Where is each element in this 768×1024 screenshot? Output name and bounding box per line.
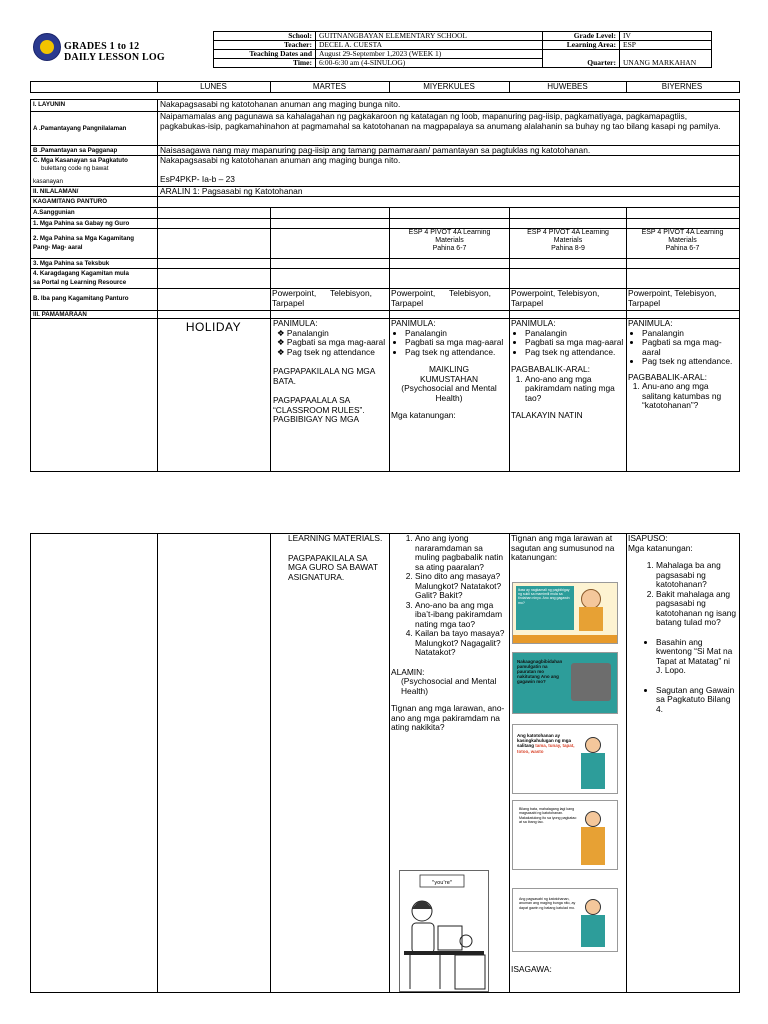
row-label-pagganap: B .Pamantayan sa Pagganap	[33, 147, 118, 154]
row-label-layunin: I. LAYUNIN	[33, 101, 66, 108]
time-label: Time:	[214, 59, 316, 68]
monday-holiday: HOLIDAY	[185, 320, 242, 334]
list-item: 1. Anu-ano ang mga salitang katumbas ng “katotohanan”?	[642, 382, 737, 411]
wednesday-continued: 1. Ano ang iyong nararamdaman sa muling pagbabalik natin sa ating paaralan? 2. Sino dito ang masaya? Malungkot? Natatakot? Galit? Bakit? 3. Ano-ano ba ang mga iba’t-ibang pakiramdam nating mga tao? 4. Kailan ba tayo masaya? Malungkot? Nagagalit? Natatakot? ALAMIN: (Psychosocial and Mental Health) Tignan ang mga larawan, ano-ano ang mga pakiramdam na ating nakikita?	[391, 534, 507, 990]
row-label-kasanayan: C. Mga Kasanayan sa Pagkatuto	[33, 157, 128, 164]
kagamitang-wed: ESP 4 PIVOT 4A Learning Materials Pahina 6-7	[408, 229, 491, 252]
wednesday-tignan: Tignan ang mga larawan, ano-ano ang mga pakiramdam na ating nakikita?	[391, 703, 505, 732]
iba-pang-wed: Powerpoint, Telebisyon, Tarpapel	[391, 289, 491, 308]
thursday-isagawa: ISAGAWA:	[511, 965, 552, 974]
svg-text:"you're": "you're"	[431, 880, 453, 886]
kasanayan-code: EsP4PKP- Ia-b – 23	[160, 175, 235, 184]
day-header-tue: MARTES	[312, 82, 347, 91]
wednesday-alamin: ALAMIN:	[391, 666, 425, 677]
list-item: • Pagbati sa mga mag-aaral	[525, 338, 625, 348]
deped-seal-logo	[33, 33, 61, 61]
thursday-slide-5: Ang pagsasabi ng katotohanan, anuman ang maging bunga nito, ay dapat gawin ng batang katulad mo.	[512, 888, 618, 952]
thursday-tignan: Tignan ang mga larawan at sagutan ang sumusunod na katanungan:	[511, 534, 615, 562]
list-item: • Pag tsek ng attendance.	[525, 348, 625, 358]
row-label-gabay: 1. Mga Pahina sa Gabay ng Guro	[33, 220, 130, 227]
list-item: ❖ Pagbati sa mga mag-aaral	[277, 337, 386, 347]
list-item: • Basahin ang kwentong “Si Mat na Tapat at Matatag” ni J. Lopo.	[656, 638, 737, 676]
header-info-table	[213, 31, 712, 68]
day-header-wed: MIYERKULES	[423, 82, 475, 91]
list-item: • Pagbati sa mga mag-aaral	[405, 338, 507, 348]
tuesday-panimula: PANIMULA: ❖ Panalangin ❖ Pagbati sa mga mag-aaral ❖ Pag tsek ng attendance PAGPAPAKILALA NG MGA BATA. PAGPAPAALALA SA “CLASSROOM RULES”. PAGBIBIGAY NG MGA	[273, 319, 386, 424]
iba-pang-thu: Powerpoint, Telebisyon, Tarpapel	[511, 289, 600, 308]
row-label-pamamaraan: III. PAMAMARAAN	[33, 311, 87, 318]
tuesday-learning-materials: LEARNING MATERIALS.	[288, 534, 383, 543]
area-value: ESP	[620, 41, 712, 50]
list-item: 1. Ano-ano ang mga pakiramdam nating mga tao?	[525, 375, 625, 404]
thursday-slide-1: Ikaw ay nagkamali ng pagbibigay ng sukli sa mamimili mula sa tindahan ninyo. Ano ang gagawin mo?	[512, 582, 618, 644]
list-item: • Pagbati sa mga mag-aaral	[642, 338, 737, 357]
school-value: GUITNANGBAYAN ELEMENTARY SCHOOL	[316, 32, 543, 41]
pangnilalaman-text: Naipamamalas ang pagunawa sa kahalagahan ng pagkakaroon ng katatagan ng loob, mapanuring pag-iisip, pagkamatiyaga, pagkamapagtiis, pagkabukas-isip, pagkamahinahon at pagmamahal sa katotohanan na magpapalaya sa anumang alalahanin sa buhay ng tao bilang kasapi ng pamilya.	[160, 112, 721, 131]
row-label-teksbuk: 3. Mga Pahina sa Teksbuk	[33, 260, 110, 267]
list-item: 3. Ano-ano ba ang mga iba’t-ibang pakiramdam nating mga tao?	[415, 601, 507, 630]
nilalaman-text: ARALIN 1: Pagsasabi ng Katotohanan	[160, 187, 303, 196]
list-item: • Pag tsek ng attendance.	[405, 348, 507, 358]
dates-value: August 29-September 1,2023 (WEEK 1)	[316, 50, 543, 59]
list-item: • Pag tsek ng attendance.	[642, 357, 737, 367]
list-item: 2. Bakit mahalaga ang pagsasabi ng katotohanan ng isang batang tulad mo?	[656, 590, 737, 628]
tuesday-pagpapakilala-guro: PAGPAPAKILALA SA MGA GURO SA BAWAT ASIGNATURA.	[288, 552, 378, 582]
day-header-thu: HUWEBES	[547, 82, 588, 91]
kagamitang-thu: ESP 4 PIVOT 4A Learning Materials Pahina 8-9	[527, 229, 609, 252]
dates-label: Teaching Dates and	[214, 50, 316, 59]
row-label-sanggunian: A.Sanggunian	[33, 209, 75, 216]
row-label-lr-portal-2: sa Portal ng Learning Resource	[33, 279, 127, 286]
row-label-iba-pang: B. Iba pang Kagamitang Panturo	[33, 295, 129, 302]
thursday-slide-3: Ang katotohanan ay kasingkahulugan ng mga salitang tama, tunay, tapat, totoo, wasto	[512, 724, 618, 794]
row-label-lr-portal: 4. Karagdagang Kagamitan mula	[33, 270, 129, 277]
tuesday-pagpapakilala: PAGPAPAKILALA NG MGA BATA.	[273, 366, 375, 386]
thursday-slide-2: Nakaagnagbibidahan pamulgatin na pauratan mo nakitutang Ano ang gagawin mo?	[512, 652, 618, 714]
day-header-fri: BIYERNES	[661, 82, 703, 91]
area-label: Learning Area:	[543, 41, 620, 50]
list-item: ❖ Pag tsek ng attendance	[277, 346, 375, 357]
list-item: ❖ Panalangin	[277, 327, 329, 338]
grade-value: IV	[620, 32, 712, 41]
list-item: 2. Sino dito ang masaya? Malungkot? Natatakot? Galit? Bakit?	[415, 572, 507, 601]
list-item: 4. Kailan ba tayo masaya? Malungkot? Nagagalit? Natatakot?	[415, 629, 507, 658]
row-label-pangnilalaman: A .Pamantayang Pangnilalaman	[33, 125, 127, 132]
row-label-kagamitang: 2. Mga Pahina sa Mga Kagamitang	[33, 235, 135, 242]
grade-label: Grade Level:	[543, 32, 620, 41]
kagamitang-fri: ESP 4 PIVOT 4A Learning Materials Pahina 6-7	[641, 229, 724, 252]
list-item: • Panalangin	[405, 329, 507, 339]
list-item: 1. Mahalaga ba ang pagsasabi ng katotohanan?	[656, 561, 737, 590]
form-subtitle: DAILY LESSON LOG	[64, 52, 165, 63]
tuesday-pagbibigay: PAGBIBIGAY NG MGA	[273, 414, 360, 424]
list-item: • Panalangin	[642, 329, 737, 339]
tuesday-continued	[288, 534, 387, 582]
list-item: 1. Ano ang iyong nararamdaman sa muling pagbabalik natin sa ating paaralan?	[415, 534, 507, 572]
teacher-value: DECEL A. CUESTA	[316, 41, 543, 50]
friday-panimula: PANIMULA: • Panalangin • Pagbati sa mga mag-aaral • Pag tsek ng attendance. PAGBABALIK-ARAL: 1. Anu-ano ang mga salitang katumbas ng “katotohanan”?	[628, 319, 737, 469]
row-label-nilalaman: II. NILALAMAN/	[33, 188, 79, 195]
row-label-nilalaman-2: KAGAMITANG PANTURO	[33, 198, 108, 205]
wednesday-panimula: PANIMULA: • Panalangin • Pagbati sa mga mag-aaral • Pag tsek ng attendance. MAIKLING KUMUSTAHAN (Psychosocial and Mental Health) Mga katanungan:	[391, 319, 507, 469]
tuesday-classroom-rules: PAGPAPAALALA SA “CLASSROOM RULES”.	[273, 395, 365, 415]
iba-pang-fri: Powerpoint, Telebisyon, Tarpapel	[628, 289, 717, 308]
quarter-label: Quarter:	[543, 59, 620, 68]
friday-isapuso: ISAPUSO: Mga katanungan: 1. Mahalaga ba ang pagsasabi ng katotohanan? 2. Bakit mahalaga ang pagsasabi ng katotohanan ng isang batang tulad mo? • Basahin ang kwentong “Si Mat na Tapat at Matatag” ni J. Lopo. • Sagutan ang Gawain sa Pagkatuto Bilang 4.	[628, 534, 737, 834]
list-item: • Sagutan ang Gawain sa Pagkatuto Bilang 4.	[656, 686, 737, 715]
thursday-slide-4: Bilang bata, mahalagang lagi kang magsasabi ng katotohanan. Makakatulong ito sa iyong pagkatao at sa ibang tao.	[512, 800, 618, 870]
school-label: School:	[214, 32, 316, 41]
emotions-illustration	[399, 870, 489, 992]
row-label-kasanayan-2: bulettang code ng bawat	[41, 165, 109, 172]
layunin-text: Nakapagsasabi ng katotohanan anuman ang maging bunga nito.	[160, 100, 401, 109]
thursday-panimula: PANIMULA: • Panalangin • Pagbati sa mga mag-aaral • Pag tsek ng attendance. PAGBABALIK-ARAL: 1. Ano-ano ang mga pakiramdam nating mga tao? TALAKAYIN NATIN	[511, 319, 625, 469]
iba-pang-tue: Powerpoint, Telebisyon, Tarpapel	[272, 289, 372, 308]
form-title: GRADES 1 to 12	[64, 41, 140, 52]
time-value: 6:00-6:30 am (4-SINULOG)	[316, 59, 543, 68]
kasanayan-text: Nakapagsasabi ng katotohanan anuman ang maging bunga nito.	[160, 156, 401, 165]
day-header-mon: LUNES	[200, 82, 227, 91]
teacher-label: Teacher:	[214, 41, 316, 50]
list-item: • Panalangin	[525, 329, 625, 339]
pagganap-text: Naisasagawa nang may mapanuring pag-iisip ang tamang pamamaraan/ pamantayan sa pagtuklas ng katotohanan.	[160, 146, 591, 155]
row-label-kagamitang-2: Pang- Mag- aaral	[33, 244, 83, 251]
quarter-value: UNANG MARKAHAN	[620, 59, 712, 68]
row-label-kasanayan-3: kasanayan	[33, 178, 63, 185]
